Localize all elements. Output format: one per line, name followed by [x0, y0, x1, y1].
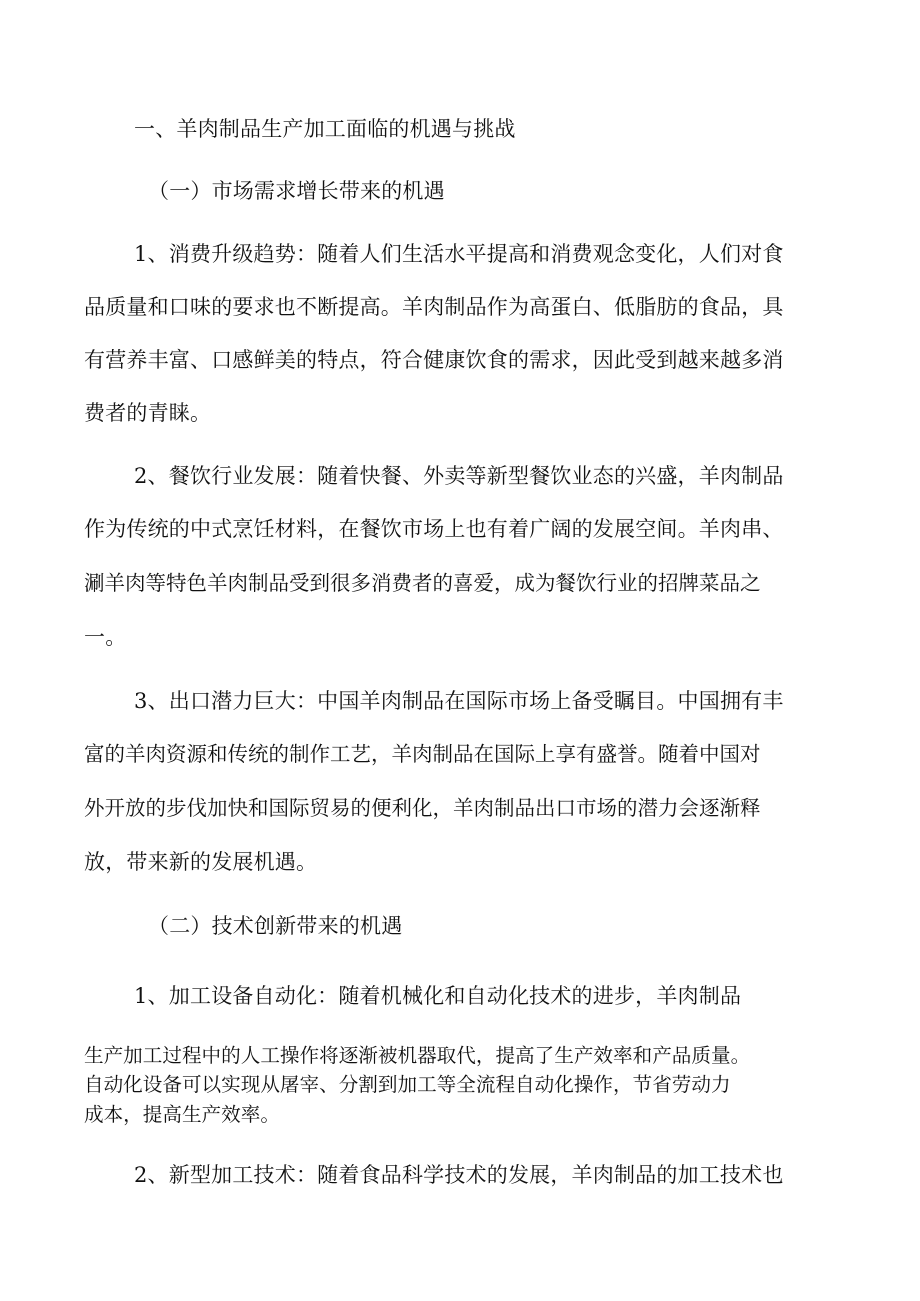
paragraph-4-line-4: 成本，提高生产效率。: [84, 1103, 280, 1126]
heading-level-1: 一、羊肉制品生产加工面临的机遇与挑战: [134, 117, 516, 141]
paragraph-3-line-2: 富的羊肉资源和传统的制作工艺，羊肉制品在国际上享有盛誉。随着中国对: [84, 742, 761, 766]
paragraph-5-line-1: 2、新型加工技术：随着食品科学技术的发展，羊肉制品的加工技术也: [134, 1163, 784, 1187]
paragraph-1-line-2: 品质量和口味的要求也不断提高。羊肉制品作为高蛋白、低脂肪的食品，具: [84, 295, 784, 319]
paragraph-1-line-3: 有营养丰富、口感鲜美的特点，符合健康饮食的需求，因此受到越来越多消: [84, 348, 784, 372]
section-title-technology: （二）技术创新带来的机遇: [148, 914, 403, 938]
paragraph-2-line-4: 一。: [84, 625, 127, 649]
section-title-market-demand: （一）市场需求增长带来的机遇: [148, 179, 445, 203]
paragraph-3-line-3: 外开放的步伐加快和国际贸易的便利化，羊肉制品出口市场的潜力会逐渐释: [84, 796, 761, 820]
paragraph-2-line-3: 涮羊肉等特色羊肉制品受到很多消费者的喜爱，成为餐饮行业的招牌菜品之: [84, 571, 761, 595]
paragraph-2-line-2: 作为传统的中式烹饪材料，在餐饮市场上也有着广阔的发展空间。羊肉串、: [84, 517, 784, 541]
paragraph-1-line-1: 1、消费升级趋势：随着人们生活水平提高和消费观念变化，人们对食: [134, 242, 784, 266]
paragraph-3-line-4: 放，带来新的发展机遇。: [84, 850, 318, 874]
paragraph-4-line-3: 自动化设备可以实现从屠宰、分割到加工等全流程自动化操作，节省劳动力: [84, 1073, 731, 1096]
paragraph-2-line-1: 2、餐饮行业发展：随着快餐、外卖等新型餐饮业态的兴盛，羊肉制品: [134, 464, 784, 488]
paragraph-4-line-1: 1、加工设备自动化：随着机械化和自动化技术的进步，羊肉制品: [134, 984, 742, 1008]
paragraph-3-line-1: 3、出口潜力巨大：中国羊肉制品在国际市场上备受瞩目。中国拥有丰: [134, 689, 784, 713]
paragraph-1-line-4: 费者的青睐。: [84, 401, 212, 425]
paragraph-4-line-2: 生产加工过程中的人工操作将逐渐被机器取代，提高了生产效率和产品质量。: [84, 1044, 751, 1067]
